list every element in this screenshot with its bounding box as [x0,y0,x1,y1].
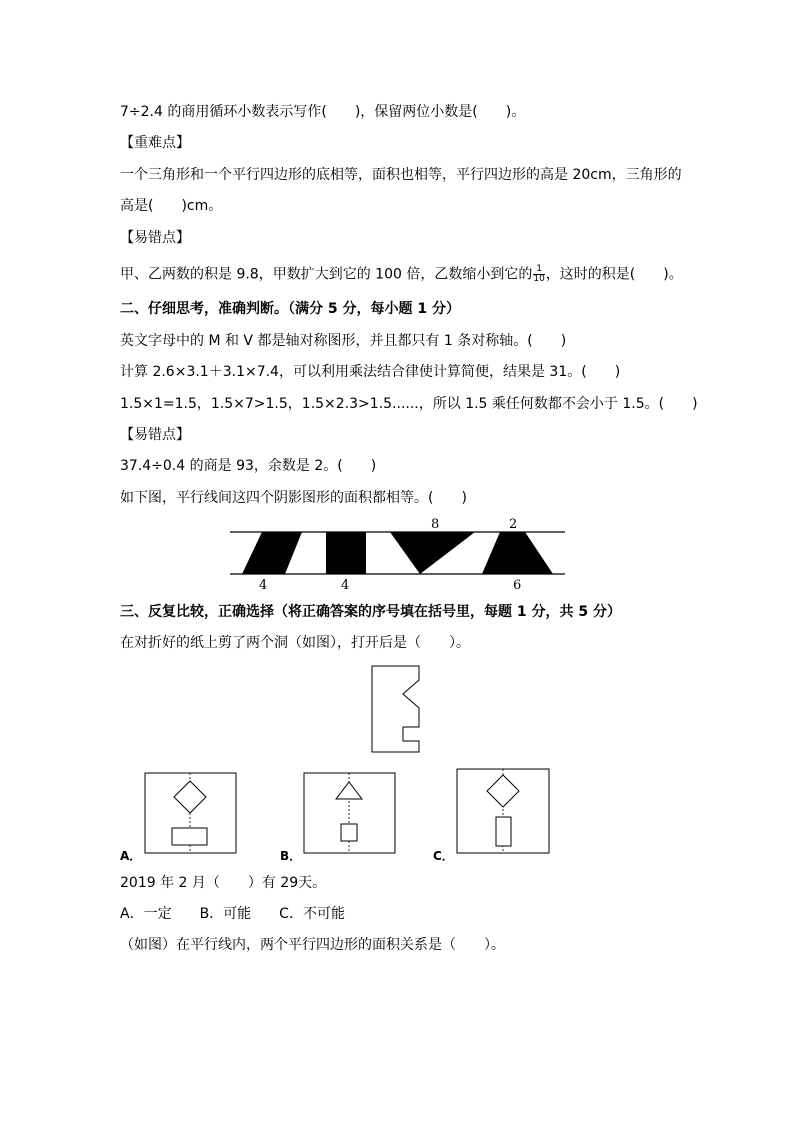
section-tag-key-points: 【重难点】 [120,135,190,151]
question-cyclic-decimal: 7÷2.4 的商用循环小数表示写作( )，保留两位小数是( )。 [120,104,526,120]
judge-multiplication: 计算 2.6×3.1＋3.1×7.4，可以利用乘法结合律使计算简便，结果是 31。( ) [120,364,621,380]
choices-february-days: A．一定 B．可能 C．不可能 [120,906,345,922]
section-tag-error-prone: 【易错点】 [120,230,190,246]
judge-division-remainder: 37.4÷0.4 的商是 93，余数是 2。( ) [120,458,377,474]
question-product-text: 甲、乙两数的积是 9.8，甲数扩大到它的 100 倍，乙数缩小到它的 [120,266,533,283]
section-tag-error-prone-2: 【易错点】 [120,427,190,443]
label-top-2: 2 [509,517,518,532]
shaded-rectangle [326,532,366,574]
option-c-rectangle [496,817,511,846]
option-a-rectangle [172,828,207,845]
question-product-tail: ，这时的积是( )。 [545,266,683,283]
option-c-frame [457,769,549,853]
option-a-frame [145,773,236,853]
label-bottom-4b: 4 [341,578,350,593]
folded-paper-shape [372,666,419,752]
fraction-one-tenth [533,265,544,284]
question-parallelogram-areas: （如图）在平行线内，两个平行四边形的面积关系是（ ）。 [120,937,505,953]
option-b-label[interactable]: B． [280,849,302,863]
option-b-triangle [336,782,362,799]
option-b-square [341,824,357,841]
judge-product-comparison: 1.5×1=1.5，1.5×7>1.5，1.5×2.3>1.5......，所以 1.5 乘任何数都不会小于 1.5。( ) [120,396,698,412]
fraction-numerator: 1 [533,265,544,275]
option-c-label[interactable]: C． [433,849,454,863]
question-february-days: 2019 年 2 月（ ）有 29天。 [120,875,327,891]
question-triangle-height-line1: 一个三角形和一个平行四边形的底相等，面积也相等，平行四边形的高是 20cm，三角形的 [120,167,682,183]
shaded-triangle [390,532,475,574]
section-two-heading: 二、仔细思考，准确判断。（满分 5 分，每小题 1 分） [120,301,460,317]
label-bottom-4a: 4 [259,578,268,593]
judge-letters-symmetry: 英文字母中的 M 和 V 都是轴对称图形，并且都只有 1 条对称轴。( ) [120,333,567,349]
shaded-parallelogram [242,532,302,574]
label-bottom-6: 6 [513,578,522,593]
fraction-denominator: 10 [533,274,545,284]
option-a-diamond [174,781,206,813]
option-c-diamond [487,775,519,807]
section-three-heading: 三、反复比较，正确选择（将正确答案的序号填在括号里，每题 1 分，共 5 分） [120,604,621,620]
shaded-trapezoid [482,532,553,574]
judge-shaded-areas: 如下图，平行线间这四个阴影图形的面积都相等。( ) [120,490,467,506]
label-top-8: 8 [431,517,440,532]
question-folded-paper: 在对折好的纸上剪了两个洞（如图），打开后是（ ）。 [120,635,470,651]
option-a-label[interactable]: A． [120,849,142,863]
option-b-frame [304,773,395,853]
question-triangle-height-line2: 高是( )cm。 [120,198,223,214]
question-product [120,265,683,284]
